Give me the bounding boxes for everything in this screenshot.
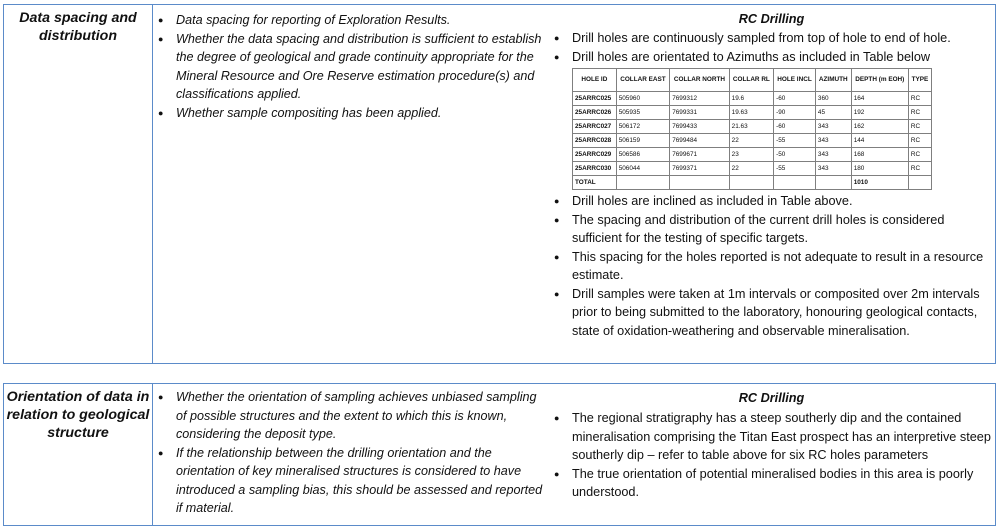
data-spacing-row (3, 4, 996, 364)
criteria-cell (4, 5, 153, 363)
table-cell (815, 176, 851, 190)
table-cell (670, 176, 729, 190)
table-row (573, 92, 932, 106)
criteria-title: Data spacing and distribution (19, 10, 137, 44)
total-label: TOTAL (573, 176, 617, 190)
criteria-cell (4, 384, 153, 525)
table-cell: 25ARRC025 (573, 92, 617, 106)
guidance-item: ● If the relationship between the drilling orientation and the orientation of key mineralised structures is considered to have introduced a sampling bias, this should be assessed and reported if material. (152, 444, 548, 518)
commentary-item: ● Drill holes are inclined as included in Table above. (548, 192, 995, 211)
table-cell: 21.63 (729, 120, 773, 134)
guidance-item: ● Whether the data spacing and distribution is sufficient to establish the degree of geological and grade continuity appropriate for the Mineral Resource and Ore Reserve estimation procedure(s) and classifications applied. (152, 30, 548, 104)
table-cell: RC (908, 162, 931, 176)
table-cell: 144 (851, 134, 908, 148)
commentary-item: ● Drill holes are continuously sampled from top of hole to end of hole. (548, 29, 995, 48)
guidance-cell (152, 384, 548, 525)
table-cell: RC (908, 148, 931, 162)
table-cell: 506172 (616, 120, 669, 134)
table-cell: RC (908, 120, 931, 134)
commentary-cell (548, 384, 995, 525)
table-cell: 506586 (616, 148, 669, 162)
table-cell: 343 (815, 148, 851, 162)
table-cell: 505935 (616, 106, 669, 120)
table-cell: 7699312 (670, 92, 729, 106)
commentary-cell (548, 5, 995, 363)
table-cell: 7699331 (670, 106, 729, 120)
guidance-cell (152, 5, 548, 363)
orientation-row (3, 383, 996, 526)
table-cell: 22 (729, 134, 773, 148)
table-cell: -60 (774, 120, 816, 134)
table-cell: 506044 (616, 162, 669, 176)
guidance-item: ● Whether sample compositing has been applied. (152, 104, 548, 123)
commentary-item: ● The spacing and distribution of the current drill holes is considered sufficient for the testing of specific targets. (548, 211, 995, 248)
table-row (573, 134, 932, 148)
table-cell: 25ARRC030 (573, 162, 617, 176)
table-cell: 25ARRC027 (573, 120, 617, 134)
commentary-heading: RC Drilling (738, 391, 805, 405)
table-cell: RC (908, 134, 931, 148)
table-cell: 19.6 (729, 92, 773, 106)
criteria-title: Orientation of data in relation to geological structure (6, 389, 150, 441)
table-cell: 162 (851, 120, 908, 134)
guidance-list (152, 388, 548, 518)
commentary-list (548, 29, 995, 66)
table-total-row (573, 176, 932, 190)
commentary-list (548, 409, 995, 502)
table-cell: 506159 (616, 134, 669, 148)
guidance-item: ● Data spacing for reporting of Exploration Results. (152, 11, 548, 30)
table-cell: RC (908, 106, 931, 120)
table-header-row (573, 69, 932, 92)
col-header: COLLAR RL (729, 69, 773, 92)
commentary-item: ● Drill samples were taken at 1m intervals or composited over 2m intervals prior to being submitted to the laboratory, honouring geological contacts, state of oxidation-weathering and observable mineralisation. (548, 285, 995, 341)
table-cell: 22 (729, 162, 773, 176)
table-cell: -50 (774, 148, 816, 162)
table-row (573, 162, 932, 176)
table-row (573, 120, 932, 134)
commentary-item: ● This spacing for the holes reported is not adequate to result in a resource estimate. (548, 248, 995, 285)
col-header: TYPE (908, 69, 931, 92)
table-cell: -55 (774, 134, 816, 148)
commentary-heading: RC Drilling (738, 12, 805, 26)
table-cell: 343 (815, 162, 851, 176)
col-header: HOLE INCL (774, 69, 816, 92)
drill-hole-table (572, 68, 932, 190)
guidance-list (152, 11, 548, 122)
guidance-item: ● Whether the orientation of sampling achieves unbiased sampling of possible structures and the extent to which this is known, considering the deposit type. (152, 388, 548, 444)
table-cell: 7699371 (670, 162, 729, 176)
table-cell: 7699671 (670, 148, 729, 162)
table-cell: 19.63 (729, 106, 773, 120)
table-cell: 7699484 (670, 134, 729, 148)
table-cell: 25ARRC026 (573, 106, 617, 120)
table-cell: -60 (774, 92, 816, 106)
col-header: AZIMUTH (815, 69, 851, 92)
table-cell: 180 (851, 162, 908, 176)
commentary-item: ● Drill holes are orientated to Azimuths as included in Table below (548, 48, 995, 67)
table-cell: 164 (851, 92, 908, 106)
table-cell (774, 176, 816, 190)
table-cell: 45 (815, 106, 851, 120)
commentary-list (548, 192, 995, 340)
table-cell: 25ARRC028 (573, 134, 617, 148)
table-cell (616, 176, 669, 190)
table-cell: 25ARRC029 (573, 148, 617, 162)
table-cell: RC (908, 92, 931, 106)
col-header: DEPTH (m EOH) (851, 69, 908, 92)
table-cell: 168 (851, 148, 908, 162)
table-cell: 7699433 (670, 120, 729, 134)
commentary-item: ● The regional stratigraphy has a steep southerly dip and the contained mineralisation comprising the Titan East prospect has an interpretive steep southerly dip – refer to table above for six RC holes parameters (548, 409, 995, 465)
table-cell: 343 (815, 120, 851, 134)
table-cell: 343 (815, 134, 851, 148)
table-cell: -90 (774, 106, 816, 120)
table-cell: -55 (774, 162, 816, 176)
total-depth: 1010 (851, 176, 908, 190)
table-cell (729, 176, 773, 190)
table-body (573, 92, 932, 190)
table-row (573, 106, 932, 120)
col-header: COLLAR NORTH (670, 69, 729, 92)
table-cell: 360 (815, 92, 851, 106)
table-cell: 192 (851, 106, 908, 120)
col-header: COLLAR EAST (616, 69, 669, 92)
table-cell: 505960 (616, 92, 669, 106)
table-row (573, 148, 932, 162)
table-cell (908, 176, 931, 190)
commentary-item: ● The true orientation of potential mineralised bodies in this area is poorly understood. (548, 465, 995, 502)
col-header: HOLE ID (573, 69, 617, 92)
table-cell: 23 (729, 148, 773, 162)
